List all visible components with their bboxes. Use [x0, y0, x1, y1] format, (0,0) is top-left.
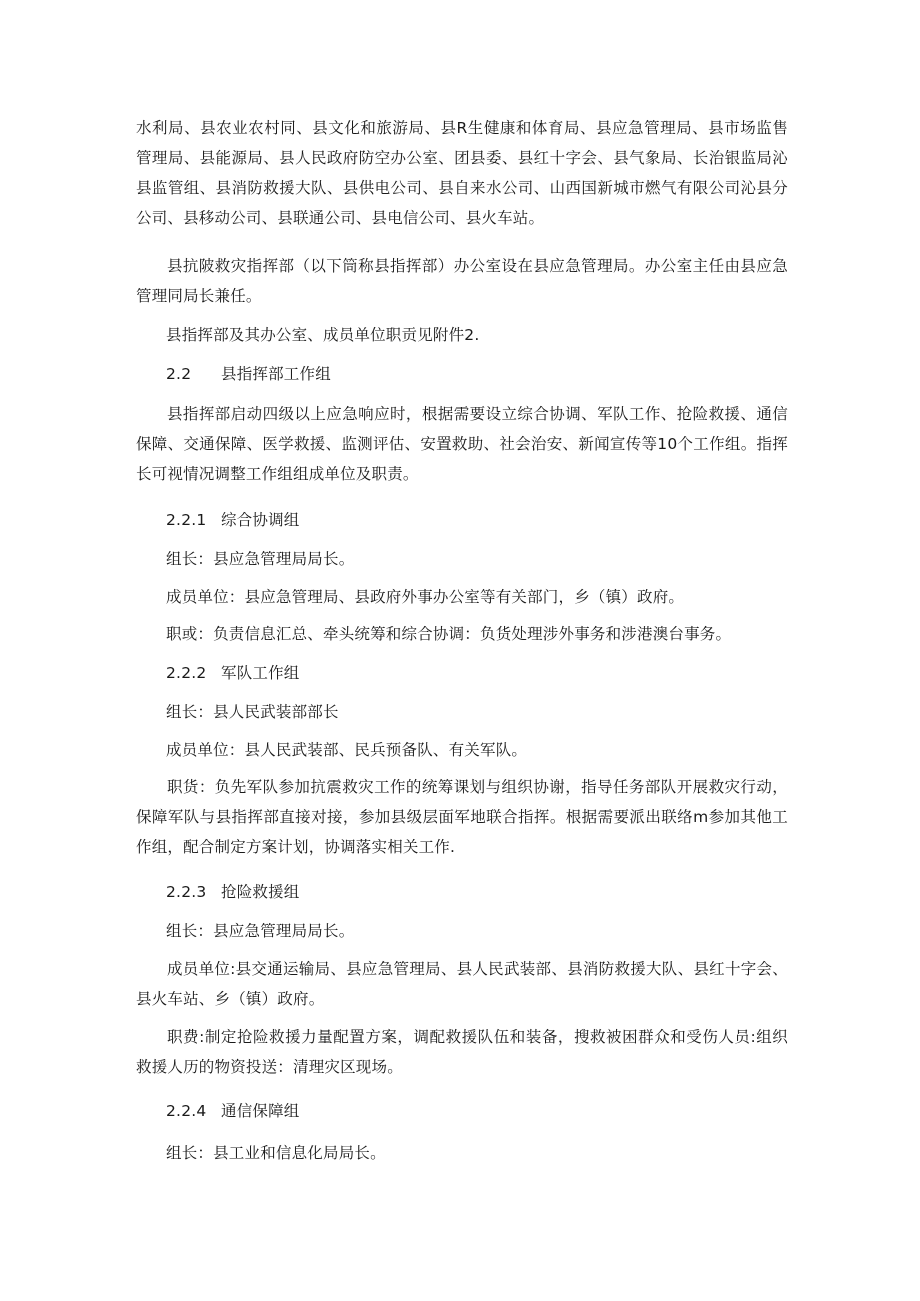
paragraph-duties-ref: 县指挥部及其办公室、成员单位职贡见附件2. — [166, 326, 480, 344]
section-heading-2-2-1 — [0, 505, 920, 535]
section-number: 2.2 — [166, 365, 192, 383]
section-number: 2.2.3 — [166, 883, 207, 901]
paragraph-leader: 组长：县应急管理局局长。 — [166, 922, 355, 940]
paragraph-members: 成员单位:县交通运输局、县应急管理局、县人民武装部、县消防救援大队、县红十字会、县火车站、乡（镇）政府。 — [136, 960, 788, 1008]
paragraph-member-units: 水利局、县农业农村同、县文化和旅游局、县R生健康和体育局、县应急管理局、县市场监售管理局、县能源局、县人民政府防空办公室、团县委、县红十字会、县气象局、长治银监局沁县监管组、县消防救援大队、县供电公司、县自来水公司、山西国新城市燃气有限公司沁县分公司、县移动公司、县联通公司、县电信公司、县火车站。 — [136, 119, 788, 227]
section-heading-2-2-3 — [0, 877, 920, 907]
paragraph-members: 成员单位：县应急管理局、县政府外事办公室等有关部门，乡（镇）政府。 — [166, 588, 685, 606]
paragraph-duties: 职或：负责信息汇总、牵头统筹和综合协调：负货处理涉外事务和涉港澳台事务。 — [166, 625, 732, 643]
section-heading-2-2-2 — [0, 658, 920, 688]
paragraph-members: 成员单位：县人民武装部、民兵预备队、有关军队。 — [166, 741, 528, 759]
section-title: 通信保障组 — [221, 1102, 300, 1120]
paragraph-leader: 组长：县工业和信息化局局长。 — [166, 1144, 386, 1162]
paragraph-leader: 组长：县人民武装部部长 — [166, 703, 339, 721]
paragraph-duties: 职费:制定抢险救援力量配置方案，调配救援队伍和装备，搜救被困群众和受伤人员:组织救援人历的物资投送：清理灾区现场。 — [136, 1028, 788, 1076]
section-number: 2.2.4 — [166, 1102, 207, 1120]
paragraph-leader: 组长：县应急管理局局长。 — [166, 550, 355, 568]
section-title: 抢险救援组 — [221, 883, 300, 901]
section-title: 综合协调组 — [221, 511, 300, 529]
paragraph-duties: 职货：负先军队参加抗震救灾工作的统筹课划与组织协谢，指导任务部队开展救灾行动，保障军队与县指挥部直接对接，参加县级层面军地联合指挥。根据需要派出联络m参加其他工作组，配合制定方案计划，协调落实相关工作. — [136, 778, 788, 856]
paragraph-working-groups: 县指挥部启动四级以上应急响应时，根据需要设立综合协调、军队工作、抢险救援、通信保障、交通保障、医学救援、监测评估、安置救助、社会治安、新闻宣传等10个工作组。指挥长可视情况调整工作组组成单位及职责。 — [136, 405, 788, 483]
section-number: 2.2.2 — [166, 664, 207, 682]
section-number: 2.2.1 — [166, 511, 207, 529]
section-title: 军队工作组 — [221, 664, 300, 682]
section-title: 县指挥部工作组 — [221, 365, 331, 383]
paragraph-office: 县抗陂救灾指挥部（以下筒称县指挥部）办公室设在县应急管理局。办公室主任由县应急管理同局长兼任。 — [136, 257, 788, 305]
section-heading-2-2-4 — [0, 1096, 920, 1126]
section-heading-2-2 — [0, 359, 920, 389]
